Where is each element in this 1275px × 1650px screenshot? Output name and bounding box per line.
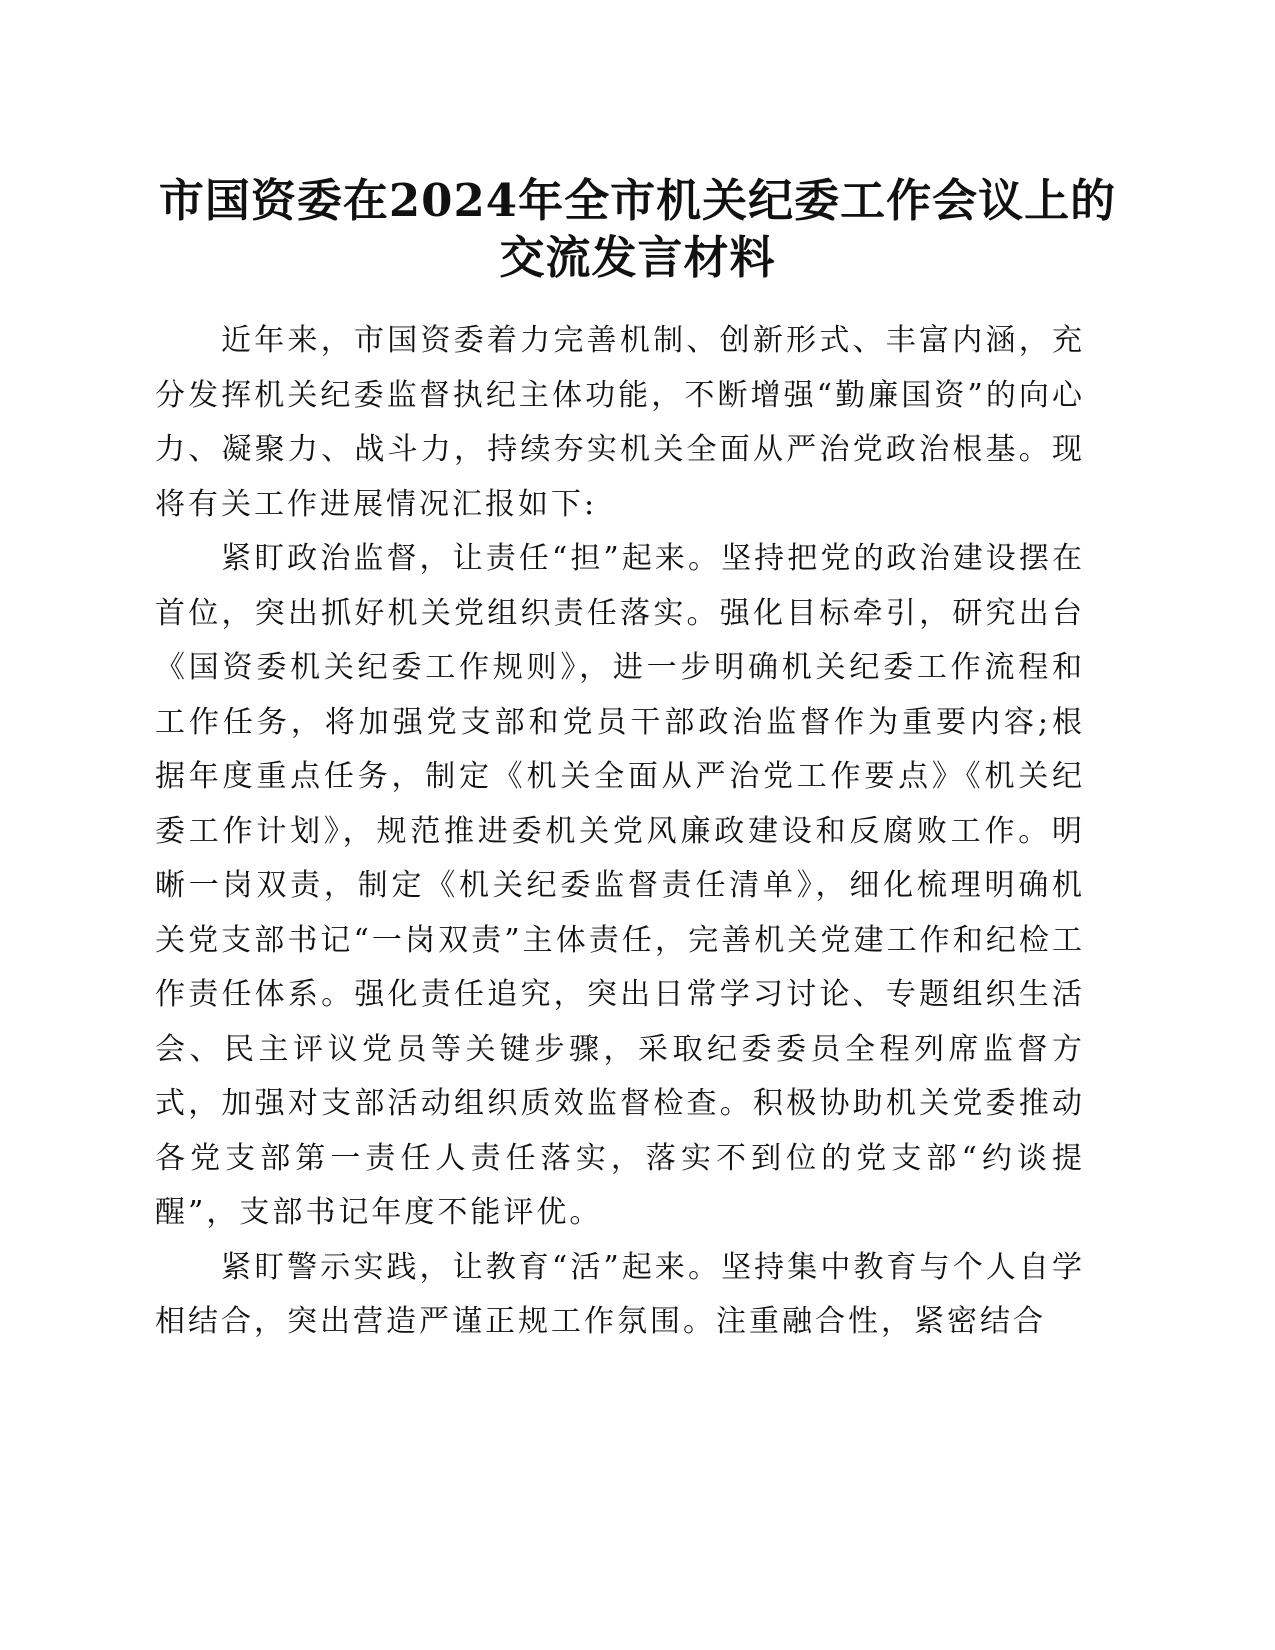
- paragraph-political-supervision: 紧盯政治监督，让责任“担”起来。坚持把党的政治建设摆在首位，突出抓好机关党组织责任落实。强化目标牵引，研究出台《国资委机关纪委工作规则》，进一步明确机关纪委工作流程和工作任务，将加强党支部和党员干部政治监督作为重要内容;根据年度重点任务，制定《机关全面从严治党工作要点》《机关纪委工作计划》，规范推进委机关党风廉政建设和反腐败工作。明晰一岗双责，制定《机关纪委监督责任清单》，细化梳理明确机关党支部书记“一岗双责”主体责任，完善机关党建工作和纪检工作责任体系。强化责任追究，突出日常学习讨论、专题组织生活会、民主评议党员等关键步骤，采取纪委委员全程列席监督方式，加强对支部活动组织质效监督检查。积极协助机关党委推动各党支部第一责任人责任落实，落实不到位的党支部“约谈提醒”，支部书记年度不能评优。: [155, 541, 1085, 1230]
- document-body: [155, 314, 1085, 1350]
- document-title: [140, 172, 1135, 286]
- title-line-2: 交流发言材料: [499, 231, 776, 284]
- paragraph-warning-education: 紧盯警示实践，让教育“活”起来。坚持集中教育与个人自学相结合，突出营造严谨正规工作氛围。注重融合性，紧密结合: [155, 1249, 1085, 1339]
- paragraph-intro: 近年来，市国资委着力完善机制、创新形式、丰富内涵，充分发挥机关纪委监督执纪主体功能，不断增强“勤廉国资”的向心力、凝聚力、战斗力，持续夯实机关全面从严治党政治根基。现将有关工作进展情况汇报如下:: [155, 323, 1085, 522]
- title-line-1: 市国资委在2024年全市机关纪委工作会议上的: [158, 174, 1117, 227]
